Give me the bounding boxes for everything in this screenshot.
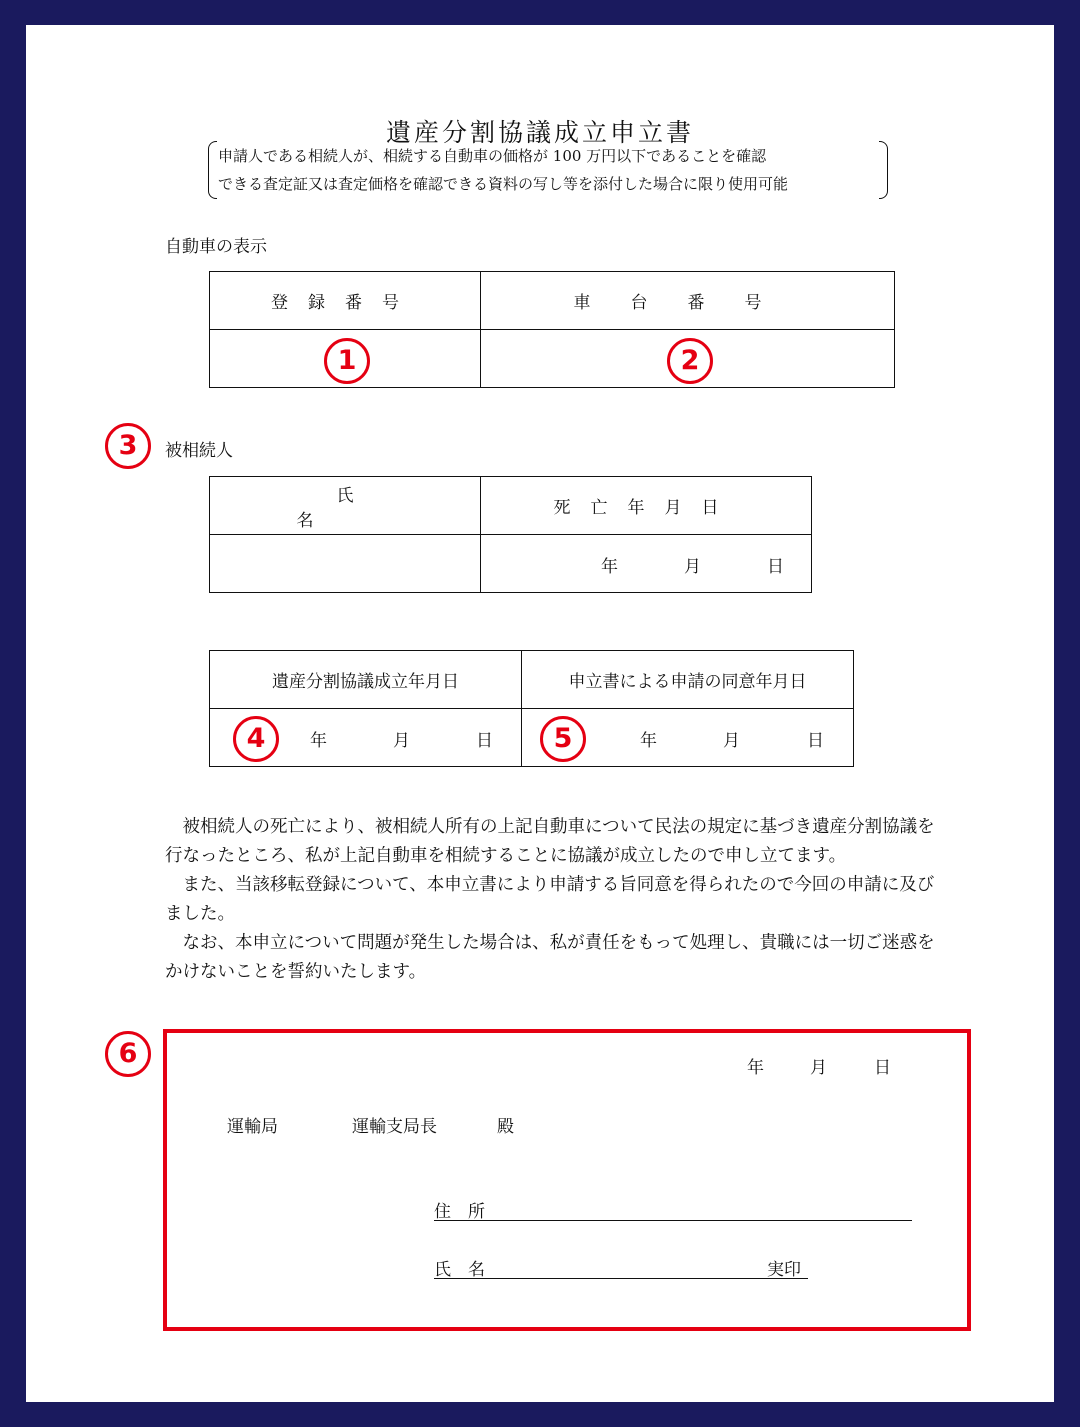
consent-date-header: 申立書による申請の同意年月日 [522,651,854,709]
agreement-month-label: 月 [393,731,410,751]
submission-day-label: 日 [874,1058,891,1078]
agreement-day-label: 日 [476,731,493,751]
deceased-name-field[interactable] [210,535,481,593]
marker-3: 3 [105,423,151,469]
deceased-table [209,476,812,593]
address-field[interactable] [434,1220,912,1221]
agreement-date-header: 遺産分割協議成立年月日 [210,651,522,709]
marker-6: 6 [105,1031,151,1077]
consent-month-label: 月 [723,731,740,751]
consent-year-label: 年 [640,731,657,751]
date-of-death-header: 死亡年月日 [481,477,812,535]
marker-2: 2 [667,338,713,384]
date-of-death-field[interactable] [481,535,812,593]
vehicle-section-label: 自動車の表示 [165,237,267,257]
agreement-year-label: 年 [310,731,327,751]
marker-1: 1 [324,338,370,384]
document-page [26,25,1054,1402]
death-year-label: 年 [601,557,618,577]
declaration-paragraph-1: 被相続人の死亡により、被相続人所有の上記自動車について民法の規定に基づき遺産分割協議を行なったところ、私が上記自動車を相続することに協議が成立したので申し立てます。 [165,817,935,866]
applicant-name-field[interactable] [434,1278,808,1279]
consent-day-label: 日 [807,731,824,751]
submission-year-label: 年 [747,1058,764,1078]
note-bracket-right [879,141,888,199]
declaration-text [165,813,935,987]
honorific-label: 殿 [497,1117,514,1137]
dates-table [209,650,854,767]
document-title: 遺産分割協議成立申立書 [385,118,694,147]
death-month-label: 月 [684,557,701,577]
seal-label: 実印 [767,1260,801,1280]
declaration-paragraph-2: また、当該移転登録について、本申立書により申請する旨同意を得られたので今回の申請に及びました。 [165,875,935,924]
address-label: 住 所 [434,1202,485,1222]
deceased-name-header: 氏名 [210,477,481,535]
usage-note-line-1: 申請人である相続人が、相続する自動車の価格が 100 万円以下であることを確認 [218,147,767,165]
vehicle-table [209,271,895,388]
marker-4: 4 [233,716,279,762]
declaration-paragraph-3: なお、本申立について問題が発生した場合は、私が責任をもって処理し、貴職には一切ご迷惑をかけないことを誓約いたします。 [165,933,935,982]
note-bracket-left [208,141,217,199]
marker-5: 5 [540,716,586,762]
submission-month-label: 月 [810,1058,827,1078]
death-day-label: 日 [767,557,784,577]
deceased-section-label: 被相続人 [165,441,233,461]
transport-bureau-label: 運輸局 [227,1117,278,1137]
chassis-number-header: 車台番号 [481,272,895,330]
usage-note [208,141,888,199]
applicant-name-label: 氏 名 [434,1260,485,1280]
signature-section [163,1029,971,1331]
usage-note-line-2: できる査定証又は査定価格を確認できる資料の写し等を添付した場合に限り使用可能 [218,175,789,193]
registration-number-header: 登録番号 [210,272,481,330]
branch-director-label: 運輸支局長 [352,1117,437,1137]
